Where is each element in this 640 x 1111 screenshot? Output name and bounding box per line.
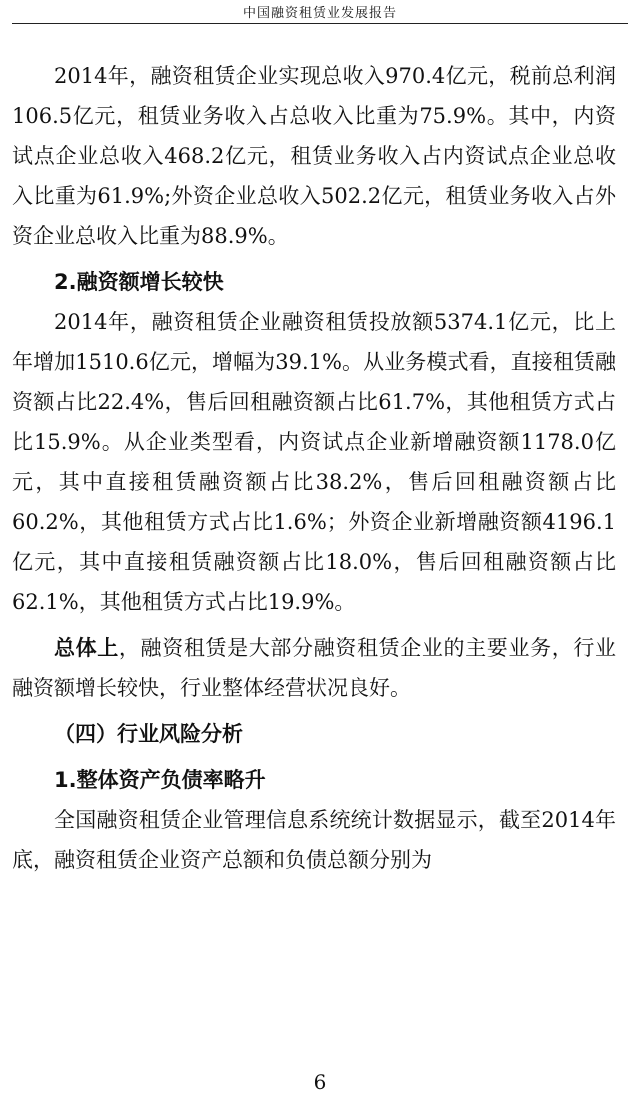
heading-risk-analysis: （四）行业风险分析 (54, 722, 243, 746)
summary-text: ，融资租赁是大部分融资租赁企业的主要业务，行业融资额增长较快，行业整体经营状况良好。 (12, 636, 616, 700)
heading-debt-ratio: 1.整体资产负债率略升 (54, 768, 266, 792)
document-body (12, 56, 616, 880)
paragraph-financing: 2014年，融资租赁企业融资租赁投放额5374.1亿元，比上年增加1510.6亿元，增幅为39.1%。从业务模式看，直接租赁融资额占比22.4%，售后回租融资额占比61.7%，其他租赁方式占比15.9%。从企业类型看，内资试点企业新增融资额1178.0亿元，其中直接租赁融资额占比38.2%，售后回租融资额占比60.2%，其他租赁方式占比1.6%；外资企业新增融资额4196.1亿元，其中直接租赁融资额占比18.0%，售后回租融资额占比62.1%，其他租赁方式占比19.9%。 (12, 310, 616, 614)
running-header-title: 中国融资租赁业发展报告 (242, 6, 397, 21)
heading-financing-growth: 2.融资额增长较快 (54, 270, 224, 294)
summary-lead: 总体上 (54, 636, 119, 660)
paragraph-revenue: 2014年，融资租赁企业实现总收入970.4亿元，税前总利润106.5亿元，租赁业务收入占总收入比重为75.9%。其中，内资试点企业总收入468.2亿元，租赁业务收入占内资试点企业总收入比重为61.9%;外资企业总收入502.2亿元，租赁业务收入占外资企业总收入比重为88.9%。 (12, 64, 616, 248)
page-number: 6 (313, 1070, 327, 1094)
paragraph-summary (12, 628, 616, 708)
paragraph-statistics: 全国融资租赁企业管理信息系统统计数据显示，截至2014年底，融资租赁企业资产总额和负债总额分别为 (12, 808, 616, 872)
header-divider (12, 23, 628, 24)
